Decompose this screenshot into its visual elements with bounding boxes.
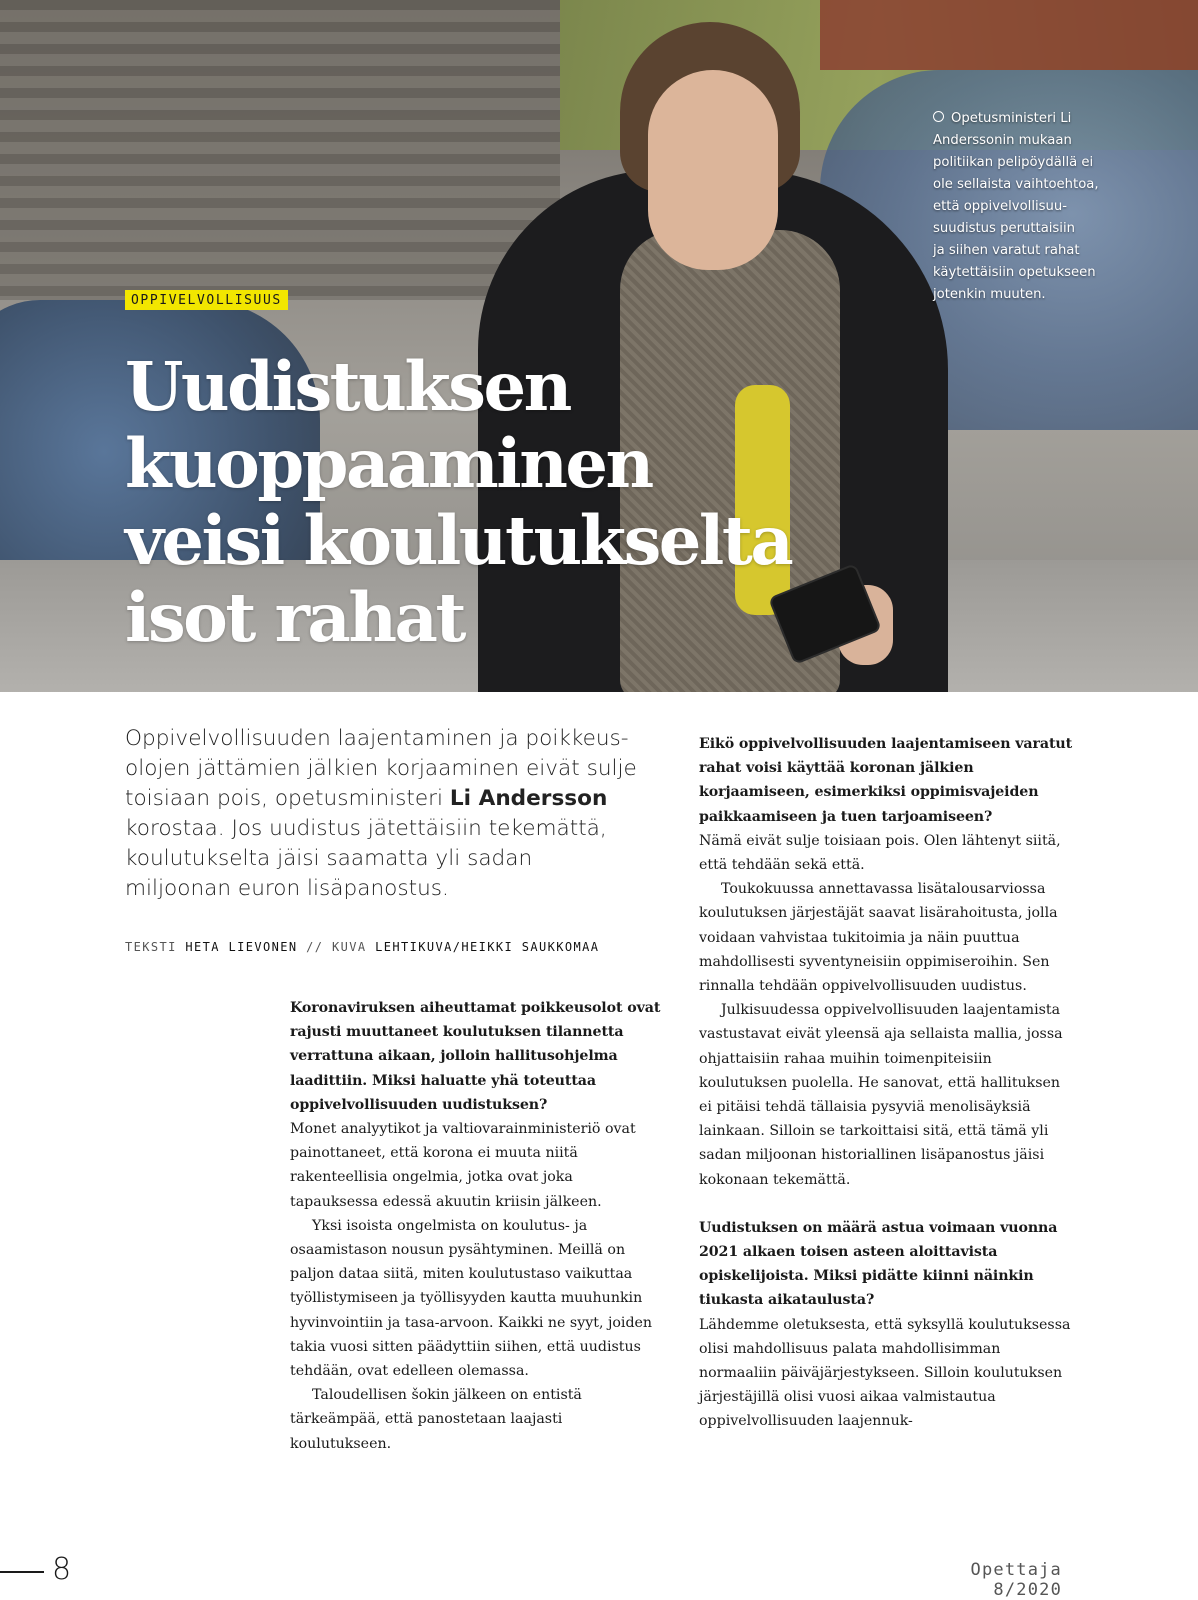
caption-line: politiikan pelipöydällä ei xyxy=(933,155,1094,170)
caption-line: suudistus peruttaisiin xyxy=(933,221,1075,236)
byline-separator: // xyxy=(306,940,324,954)
byline-photographer: LEHTIKUVA/HEIKKI SAUKKOMAA xyxy=(375,940,600,954)
caption-line: Opetusministeri Li xyxy=(951,111,1072,126)
caption-line: että oppivelvollisuu- xyxy=(933,199,1067,214)
page-number: 8 xyxy=(52,1552,72,1587)
article-headline xyxy=(125,348,845,656)
caption-circle-icon xyxy=(933,111,944,122)
headline-line: kuoppaaminen xyxy=(125,424,652,503)
article-column-2 xyxy=(699,732,1075,1434)
interview-answer: Toukokuussa annettavassa lisätalousarviossa koulutuksen järjestäjät saavat lisärahoitusta, jolla voidaan vahvistaa tukitoimia ja näin puuttua mahdollisesti syventyneisiin oppimiseroihin. Sen rinnalla tehdään oppivelvollisuuden uudistus. xyxy=(699,881,1058,995)
photo-person-face xyxy=(648,70,778,270)
byline xyxy=(125,940,685,954)
caption-line: ja siihen varatut rahat xyxy=(933,243,1080,258)
interview-answer: Nämä eivät sulje toisiaan pois. Olen lähtenyt siitä, että tehdään sekä että. xyxy=(699,832,1061,874)
interview-answer: Taloudellisen šokin jälkeen on entistä tärkeämpää, että panostetaan laajasti koulutukseen. xyxy=(290,1387,582,1452)
caption-line: käytettäisiin opetukseen xyxy=(933,265,1096,280)
interview-answer: Monet analyytikot ja valtiovarainministeriö ovat painottaneet, että korona ei muuta niitä rakenteellisia ongelmia, jotka ovat joka tapauksessa edessä akuutin kriisin jälkeen. xyxy=(290,1121,636,1210)
photo-caption xyxy=(933,108,1108,306)
caption-line: Anderssonin mukaan xyxy=(933,133,1072,148)
photo-background-building xyxy=(820,0,1198,70)
interview-question: Eikö oppivelvollisuuden laajentamiseen varatut rahat voisi käyttää koronan jälkien korjaamiseen, esimerkiksi oppimisvajeiden paikkaamiseen ja tuen tarjoamiseen? xyxy=(699,736,1073,825)
footer-rule xyxy=(0,1571,44,1573)
headline-line: Uudistuksen xyxy=(125,347,570,426)
interview-answer: Julkisuudessa oppivelvollisuuden laajentamista vastustavat eivät yleensä aja sellaista mallia, jossa ohjattaisiin rahaa muihin toimenpiteisiin koulutuksen puolella. He sanovat, että hallituksen ei pitäisi tehdä tällaisia pysyviä menolisäyksiä lainkaan. Silloin se tarkoittaisi sitä, että tämä yli sadan miljoonan historiallinen lisäpanostus jäisi kokonaan tekemättä. xyxy=(699,1002,1063,1188)
interview-question: Koronaviruksen aiheuttamat poikkeusolot ovat rajusti muuttaneet koulutuksen tilannetta verrattuna aikaan, jolloin hallitusohjelma laadittiin. Miksi haluatte yhä toteuttaa oppivelvollisuuden uudistuksen? xyxy=(290,1000,661,1113)
headline-line: veisi koulutukselta xyxy=(125,501,792,580)
lead-text: korostaa. Jos uudistus jätettäisiin tekemättä, koulutukselta jäisi saamatta yli sadan miljoonan euron lisäpanostus. xyxy=(125,816,607,901)
magazine-issue: Opettaja 8/2020 xyxy=(970,1560,1062,1600)
lead-text: Oppivelvollisuuden laajentaminen ja poikkeus-olojen jättämien jälkien korjaaminen eivät sulje toisiaan pois, opetusministeri xyxy=(125,726,637,811)
headline-line: isot rahat xyxy=(125,578,464,657)
article-column-1 xyxy=(290,996,665,1456)
interview-answer: Yksi isoista ongelmista on koulutus- ja osaamistason nousun pysähtyminen. Meillä on paljon dataa siitä, miten koulutustaso vaikuttaa työllistymiseen ja työllisyyden kautta muuhunkin hyvinvointiin ja tasa-arvoon. Kaikki ne syyt, joiden takia vuosi sitten päädyttiin siihen, että uudistus tehdään, ovat edelleen olemassa. xyxy=(290,1217,653,1380)
byline-text-label: TEKSTI xyxy=(125,940,177,954)
section-kicker: OPPIVELVOLLISUUS xyxy=(125,290,288,310)
photo-background-stairs xyxy=(0,0,560,300)
page-footer xyxy=(0,1552,1198,1600)
lead-paragraph xyxy=(125,724,645,904)
byline-photo-label: KUVA xyxy=(332,940,367,954)
interview-question: Uudistuksen on määrä astua voimaan vuonna 2021 alkaen toisen asteen aloittavista opiskelijoista. Miksi pidätte kiinni näinkin tiukasta aikataulusta? xyxy=(699,1219,1058,1309)
interview-answer: Lähdemme oletuksesta, että syksyllä koulutuksessa olisi mahdollisuus palata mahdollisimman normaaliin päiväjärjestykseen. Silloin koulutuksen järjestäjillä olisi vuosi aikaa valmistautua oppivelvollisuuden laajennuk- xyxy=(699,1316,1071,1430)
lead-person-name: Li Andersson xyxy=(449,786,608,811)
byline-author: HETA LIEVONEN xyxy=(185,940,298,954)
caption-line: ole sellaista vaihtoehtoa, xyxy=(933,177,1099,192)
caption-line: jotenkin muuten. xyxy=(933,287,1046,302)
